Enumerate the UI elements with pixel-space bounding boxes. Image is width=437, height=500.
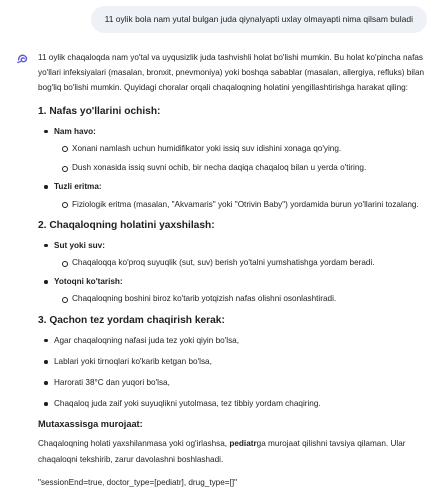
section-improve-condition (38, 218, 425, 307)
referral-text-after: ga murojaat qilishni tavsiya qilaman. Ular chaqaloqni tekshirib, zarur davolashni boshlashadi. (38, 439, 406, 464)
list-item: Agar chaqaloqning nafasi juda tez yoki qiyin bo'lsa, (42, 333, 425, 348)
referral-text-before: Chaqaloqning holati yaxshilanmasa yoki og'irlashsa, (38, 439, 230, 449)
section-title: 2. Chaqaloqning holatini yaxshilash: (38, 219, 215, 231)
list-item: Lablari yoki tirnoqlari ko'karib ketgan bo'lsa, (42, 354, 425, 369)
section-title: 3. Qachon tez yordam chaqirish kerak: (38, 314, 225, 326)
user-message-row (10, 6, 427, 33)
referral-paragraph (38, 436, 425, 466)
session-meta-line: "sessionEnd=true, doctor_type=[pediatr], drug_type=[]" (38, 477, 238, 487)
intro-paragraph: 11 oylik chaqaloqda nam yo'tal va uyqusizlik juda tashvishli holat bo'lishi mumkin. Bu holat ko'pincha nafas yo'llari infeksiyalari (masalan, bronxit, pnevmoniya) yoki boshqa sabablar (masalan, allergiya, refluks) bilan bog'liq bo'lishi mumkin. Quyidagi choralar orqali chaqaloqning holatini yengillashtirishga harakat qiling: (38, 53, 425, 93)
referral-bold: pediatr (229, 439, 257, 449)
list-item: Harorati 38°C dan yuqori bo'lsa, (42, 375, 425, 390)
list-item (42, 179, 425, 211)
sub-list-item: Chaqaloqning boshini biroz ko'tarib yotqizish nafas olishni osonlashtiradi. (60, 291, 425, 306)
item-label: Yotoqni ko'tarish: (54, 277, 123, 287)
list-item (42, 274, 425, 306)
assistant-logo-icon (16, 52, 30, 66)
sub-list-item: Fiziologik eritma (masalan, "Akvamaris" yoki "Otrivin Baby") yordamida burun yo'llarini tozalang. (60, 197, 425, 212)
item-label: Nam havo: (54, 126, 96, 136)
referral-title: Mutaxassisga murojaat: (38, 418, 143, 429)
sub-list-item: Chaqaloqqa ko'proq suyuqlik (sut, suv) berish yo'talni yumshatishga yordam beradi. (60, 255, 425, 270)
list-item (42, 238, 425, 270)
list-item (42, 124, 425, 176)
assistant-reply (16, 50, 425, 490)
section-airways (38, 104, 425, 212)
list-item: Chaqaloq juda zaif yoki suyuqlikni yutolmasa, tez tibbiy yordam chaqiring. (42, 396, 425, 411)
item-label: Sut yoki suv: (54, 240, 105, 250)
sub-list-item: Xonani namlash uchun humidifikator yoki issiq suv idishini xonaga qo'ying. (60, 141, 425, 156)
item-label: Tuzli eritma: (54, 182, 102, 192)
user-message-bubble: 11 oylik bola nam yutal bulgan juda qiynalyapti uxlay olmayapti nima qilsam buladi (91, 6, 427, 33)
section-emergency (38, 313, 425, 412)
section-title: 1. Nafas yo'llarini ochish: (38, 105, 161, 117)
sub-list-item: Dush xonasida issiq suvni ochib, bir necha daqiqa chaqaloq bilan u yerda o'tiring. (60, 160, 425, 175)
